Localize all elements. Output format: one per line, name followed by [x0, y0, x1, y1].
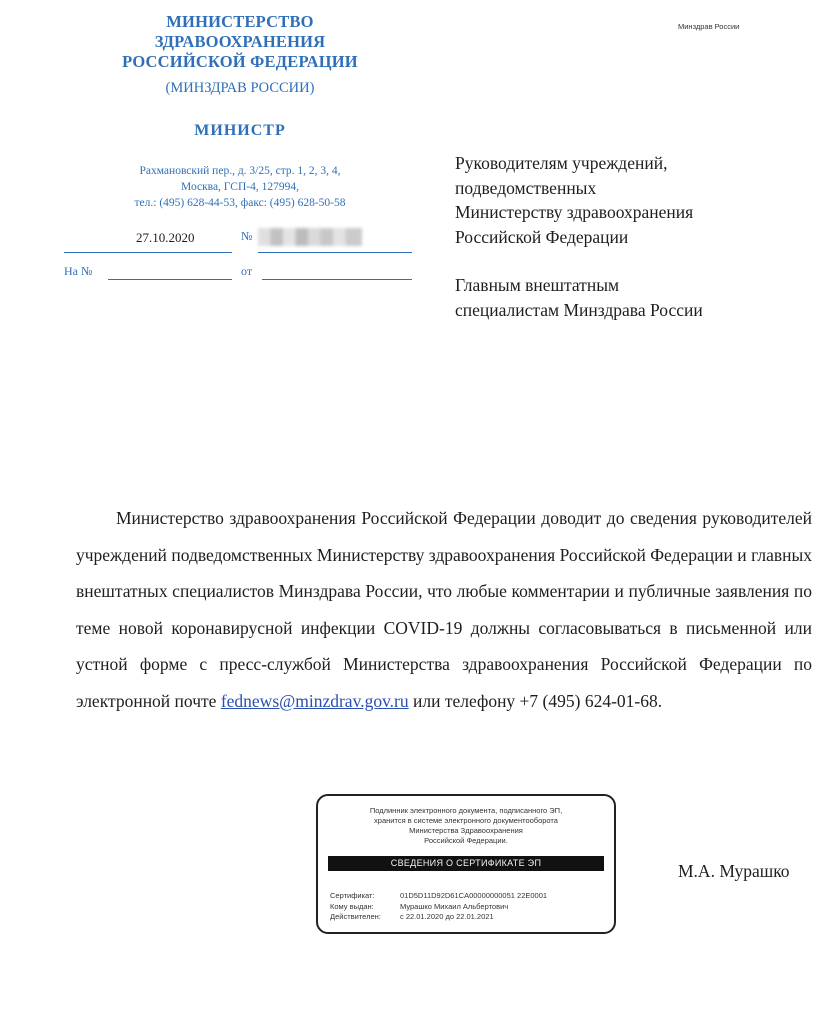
certificate-label: Сертификат: [330, 891, 375, 900]
certificate-info-header: СВЕДЕНИЯ О СЕРТИФИКАТЕ ЭП [328, 856, 604, 871]
validity-label: Действителен: [330, 912, 381, 921]
issued-to-row [330, 902, 606, 913]
stamp-notice-line: Подлинник электронного документа, подписанного ЭП, [369, 806, 563, 815]
addressee-line: подведомственных [455, 177, 597, 198]
ministry-name-line: ЗДРАВООХРАНЕНИЯ [154, 32, 326, 51]
email-link[interactable]: fednews@minzdrav.gov.ru [220, 690, 409, 711]
number-label: № [241, 229, 253, 243]
addressee-line: специалистам Минздрава России [455, 299, 703, 320]
redacted-number [258, 228, 362, 246]
stamp-notice-line: Министерства Здравоохранения [409, 826, 523, 835]
reference-date-underline [262, 279, 412, 280]
body-text-before-email: Министерство здравоохранения Российской Федерации доводит до сведения руководителей учреждений подведомственных Министерству здравоохранения Российской Федерации и главных внештатных специалистов Минздрава России, что любые комментарии и публичные заявления по теме новой коронавирусной инфекции COVID-19 должны согласовываться в письменной или устной форме с пресс-службой Министерства здравоохранения Российской Федерации по электронной почте [76, 508, 812, 711]
letter-body [76, 500, 812, 719]
stamp-notice [328, 806, 604, 846]
addressee-line: Главным внештатным [455, 275, 620, 295]
addressee-block-specialists [455, 273, 805, 322]
reference-number-label: На № [64, 264, 93, 278]
validity-row [330, 912, 606, 923]
reference-number-underline [108, 279, 232, 280]
ministry-name-line: МИНИСТЕРСТВО [166, 12, 314, 31]
ministry-name-line: РОССИЙСКОЙ ФЕДЕРАЦИИ [122, 52, 358, 71]
stamp-notice-line: хранится в системе электронного документооборота [374, 816, 558, 825]
addressee-line: Руководителям учреждений, [455, 153, 668, 173]
date-underline [64, 252, 232, 253]
reference-date-label: от [241, 264, 253, 278]
address-line: Москва, ГСП-4, 127994, [181, 181, 299, 193]
corner-tag: Минздрав России [678, 22, 740, 31]
address-line: тел.: (495) 628-44-53, факс: (495) 628-50-58 [134, 197, 346, 209]
validity-value: с 22.01.2020 до 22.01.2021 [400, 912, 494, 921]
certificate-value: 01D5D11D92D61CA00000000051 22E0001 [400, 891, 548, 900]
stamp-notice-line: Российской Федерации. [424, 836, 508, 845]
document-date: 27.10.2020 [136, 230, 195, 245]
addressee-block-institutions [455, 151, 805, 249]
body-text-after-email: или телефону +7 (495) 624-01-68. [413, 690, 663, 711]
certificate-row [330, 891, 606, 902]
certificate-details [330, 891, 606, 923]
issued-to-label: Кому выдан: [330, 901, 374, 911]
addressee-line: Министерству здравоохранения [455, 202, 694, 222]
addressee-line: Российской Федерации [455, 226, 629, 247]
address-line: Рахмановский пер., д. 3/25, стр. 1, 2, 3, 4, [139, 165, 341, 177]
position-title: МИНИСТР [194, 122, 286, 139]
signatory-name: М.А. Мурашко [678, 861, 790, 881]
number-underline [258, 252, 412, 253]
issued-to-value: Мурашко Михаил Альбертович [400, 901, 509, 911]
ministry-name [90, 12, 390, 72]
addressee [455, 151, 805, 322]
ministry-short-name: (МИНЗДРАВ РОССИИ) [165, 80, 315, 96]
electronic-signature-stamp [316, 794, 616, 934]
ministry-address [90, 163, 390, 211]
